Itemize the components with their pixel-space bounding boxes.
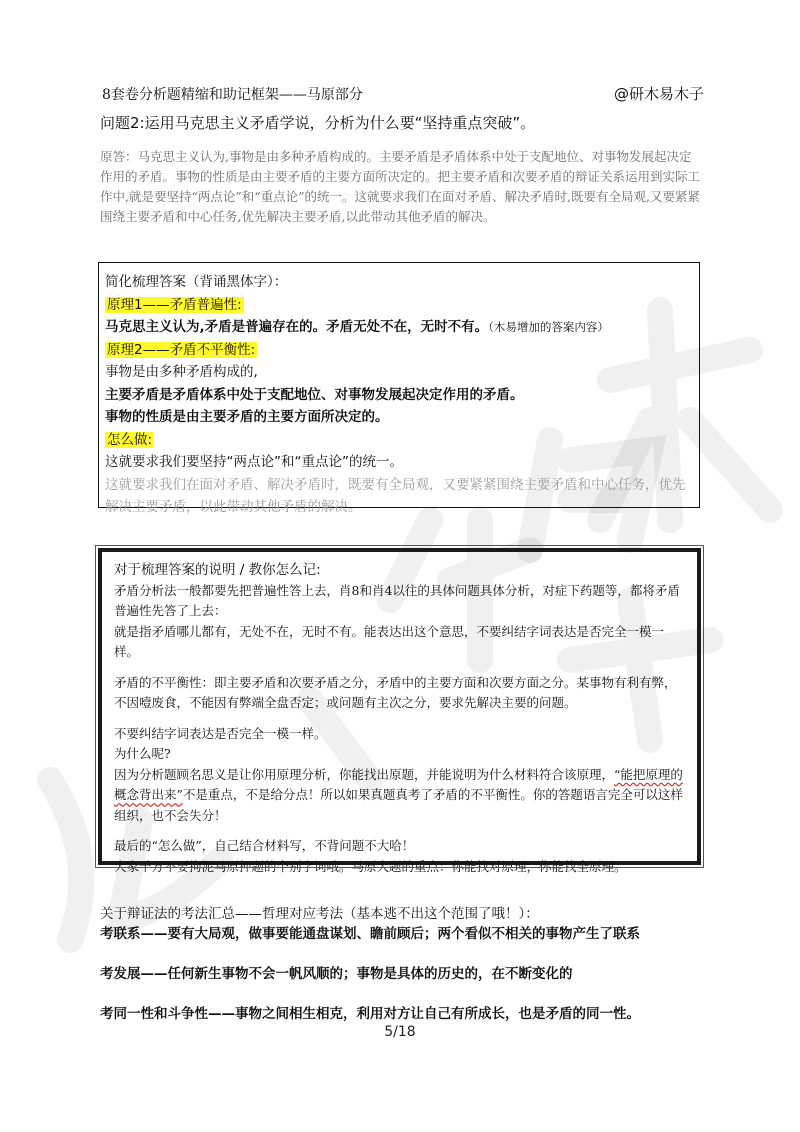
dialectics-row3: 考同一性和斗争性——事物之间相生相克，利用对方让自己有所成长，也是矛盾的同一性。 xyxy=(100,1006,640,1022)
explanation-line4: 不要纠结字词表达是否完全一模一样。 xyxy=(114,725,327,741)
principle2-label: 原理2——矛盾不平衡性: xyxy=(107,341,256,358)
principle2-line2: 主要矛盾是矛盾体系中处于支配地位、对事物发展起决定作用的矛盾。 xyxy=(105,386,524,403)
explanation-line6 xyxy=(114,765,685,827)
explanation-line6-part2: 不是重点，不是给分点！所以如果真题真考了矛盾的不平衡性。你的答题语言完全可以这样组织，也不会失分！ xyxy=(114,787,683,823)
explanation-line8: 大家千万不要拘泥马原押题的个别字词哦。马原大题的重点：你能找对原理，你能找全原理。 xyxy=(114,858,627,874)
header-title: 8套卷分析题精缩和助记框架——马原部分 xyxy=(102,87,363,103)
principle1-text: 马克思主义认为,矛盾是普遍存在的。矛盾无处不在，无时不有。 xyxy=(105,319,489,335)
author-handle: @研木易木子 xyxy=(613,85,704,103)
explanation-line6-underlined: “能把原理的概念背出来” xyxy=(114,766,683,802)
explanation-line2: 就是指矛盾哪儿都有，无处不在，无时不有。能表达出这个意思，不要纠结字词表达是否完全一模一样。 xyxy=(114,623,665,659)
simplified-title: 简化梳理答案（背诵黑体字）： xyxy=(105,274,288,290)
principle1-label: 原理1——矛盾普遍性: xyxy=(107,296,242,313)
principle1-note: （木易增加的答案内容） xyxy=(488,320,609,334)
explanation-line1: 矛盾分析法一般都要先把普遍性答上去，肖8和肖4以往的具体问题具体分析，对症下药题等，都将矛盾普遍性先答了上去： xyxy=(114,582,680,618)
original-answer: 原答：马克思主义认为,事物是由多种矛盾构成的。主要矛盾是矛盾体系中处于支配地位、对事物发展起决定作用的矛盾。事物的性质是由主要矛盾的主要方面所决定的。把主要矛盾和次要矛盾的辩证关系运用到实际工作中,就是要坚持“两点论”和“重点论”的统一。这就要求我们在面对矛盾、解决矛盾时,既要有全局观,又要紧紧围绕主要矛盾和中心任务,优先解决主要矛盾,以此带动其他矛盾的解决。 xyxy=(100,149,701,224)
dialectics-title: 关于辩证法的考法汇总——哲理对应考法（基本逃不出这个范围了哦！）： xyxy=(100,906,539,922)
explanation-title: 对于梳理答案的说明 / 教你怎么记: xyxy=(114,562,321,578)
how-label: 怎么做: xyxy=(107,431,153,448)
dialectics-row1: 考联系——要有大局观，做事要能通盘谋划、瞻前顾后；两个看似不相关的事物产生了联系 xyxy=(100,926,640,942)
principle2-line3: 事物的性质是由主要矛盾的主要方面所决定的。 xyxy=(105,409,389,425)
explanation-line7: 最后的“怎么做”，自己结合材料写，不背问题不大哈！ xyxy=(114,838,415,853)
dialectics-summary xyxy=(100,904,700,1024)
how-line1: 这就要求我们要坚持“两点论”和“重点论”的统一。 xyxy=(105,454,403,470)
question-text: 问题2:运用马克思主义矛盾学说，分析为什么要“坚持重点突破”。 xyxy=(100,114,536,132)
explanation-box xyxy=(98,548,701,874)
page-number: 5/18 xyxy=(384,1024,416,1040)
explanation-line3: 矛盾的不平衡性：即主要矛盾和次要矛盾之分，矛盾中的主要方面和次要方面之分。某事物有利有弊，不因噎废食，不能因有弊端全盘否定；或问题有主次之分，要求先解决主要的问题。 xyxy=(114,674,677,710)
how-line2: 这就要求我们在面对矛盾、解决矛盾时，既要有全局观，又要紧紧围绕主要矛盾和中心任务，优先解决主要矛盾，以此带动其他矛盾的解决。 xyxy=(105,476,686,515)
simplified-answer-box xyxy=(98,262,700,515)
principle2-line1: 事物是由多种矛盾构成的, xyxy=(105,364,258,380)
dialectics-row2: 考发展——任何新生事物不会一帆风顺的；事物是具体的历史的，在不断变化的 xyxy=(100,966,573,982)
explanation-line6-part1: 因为分析题顾名思义是让你用原理分析，你能找出原题，并能说明为什么材料符合该原理， xyxy=(114,766,615,782)
explanation-line5: 为什么呢? xyxy=(114,746,171,761)
